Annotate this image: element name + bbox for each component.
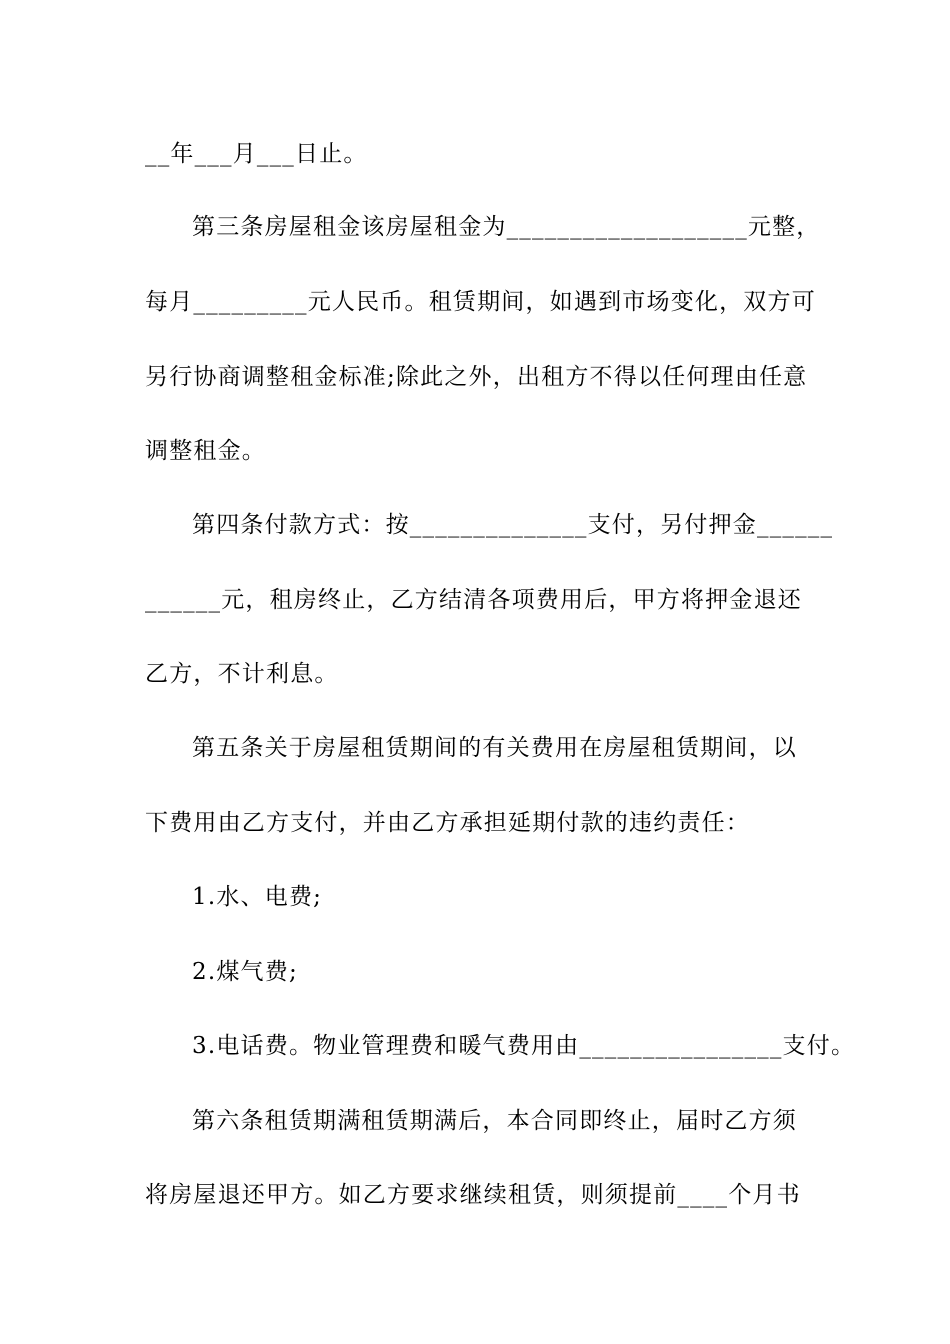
- article-3-line-3: 另行协商调整租金标准;除此之外，出租方不得以任何理由任意: [145, 364, 808, 390]
- list-item-1: 1.水、电费;: [192, 884, 323, 910]
- list-item-3: 3.电话费。物业管理费和暖气费用由________________支付。: [192, 1033, 856, 1059]
- text-line-end-date: __年___月___日止。: [145, 141, 368, 167]
- article-5-heading-line: 第五条关于房屋租赁期间的有关费用在房屋租赁期间，以: [192, 735, 797, 761]
- article-3-heading-line: 第三条房屋租金该房屋租金为___________________元整，: [192, 214, 821, 240]
- article-4-heading-line: 第四条付款方式：按______________支付，另付押金______: [192, 512, 834, 538]
- article-6-heading-line: 第六条租赁期满租赁期满后，本合同即终止，届时乙方须: [192, 1108, 797, 1134]
- list-item-2: 2.煤气费;: [192, 959, 298, 985]
- article-3-line-4: 调整租金。: [145, 438, 266, 464]
- article-5-line-2: 下费用由乙方支付，并由乙方承担延期付款的违约责任：: [145, 810, 750, 836]
- article-4-line-2: ______元，租房终止，乙方结清各项费用后，甲方将押金退还: [145, 587, 802, 613]
- article-4-line-3: 乙方，不计利息。: [145, 661, 339, 687]
- article-6-line-2: 将房屋退还甲方。如乙方要求继续租赁，则须提前____个月书: [145, 1182, 801, 1208]
- article-3-line-2: 每月_________元人民币。租赁期间，如遇到市场变化，双方可: [145, 289, 816, 315]
